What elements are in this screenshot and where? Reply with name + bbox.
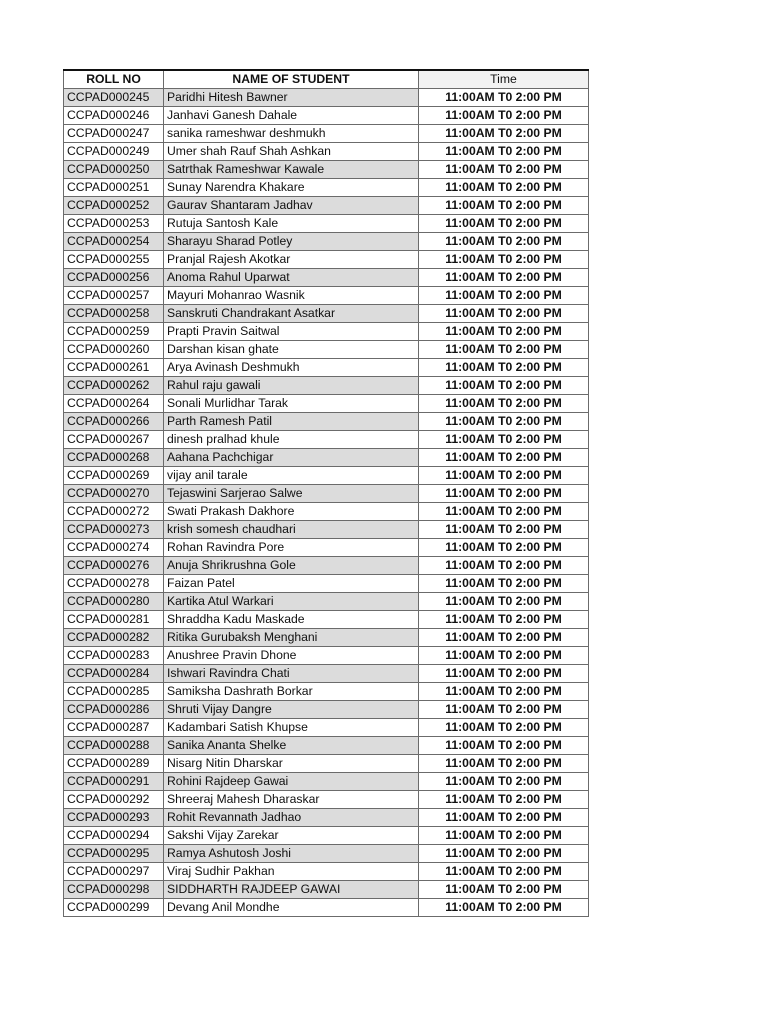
student-name-cell: Pranjal Rajesh Akotkar xyxy=(164,251,419,269)
time-cell: 11:00AM T0 2:00 PM xyxy=(419,593,589,611)
time-cell: 11:00AM T0 2:00 PM xyxy=(419,341,589,359)
student-name-cell: Kadambari Satish Khupse xyxy=(164,719,419,737)
time-cell: 11:00AM T0 2:00 PM xyxy=(419,665,589,683)
roll-no-cell: CCPAD000247 xyxy=(64,125,164,143)
roll-no-cell: CCPAD000252 xyxy=(64,197,164,215)
roll-no-cell: CCPAD000276 xyxy=(64,557,164,575)
roll-no-cell: CCPAD000288 xyxy=(64,737,164,755)
table-row xyxy=(64,593,589,611)
table-row xyxy=(64,629,589,647)
table-row xyxy=(64,521,589,539)
time-cell: 11:00AM T0 2:00 PM xyxy=(419,251,589,269)
table-row xyxy=(64,233,589,251)
table-body xyxy=(64,89,589,917)
roll-no-cell: CCPAD000283 xyxy=(64,647,164,665)
student-name-cell: Sharayu Sharad Potley xyxy=(164,233,419,251)
roll-no-cell: CCPAD000245 xyxy=(64,89,164,107)
student-name-cell: Shreeraj Mahesh Dharaskar xyxy=(164,791,419,809)
roll-no-cell: CCPAD000253 xyxy=(64,215,164,233)
roll-no-cell: CCPAD000287 xyxy=(64,719,164,737)
student-name-cell: Gaurav Shantaram Jadhav xyxy=(164,197,419,215)
table-row xyxy=(64,791,589,809)
header-student-name: NAME OF STUDENT xyxy=(164,70,419,89)
student-name-cell: Parth Ramesh Patil xyxy=(164,413,419,431)
student-name-cell: Tejaswini Sarjerao Salwe xyxy=(164,485,419,503)
student-name-cell: Rahul raju gawali xyxy=(164,377,419,395)
student-name-cell: Faizan Patel xyxy=(164,575,419,593)
time-cell: 11:00AM T0 2:00 PM xyxy=(419,143,589,161)
roll-no-cell: CCPAD000278 xyxy=(64,575,164,593)
time-cell: 11:00AM T0 2:00 PM xyxy=(419,899,589,917)
time-cell: 11:00AM T0 2:00 PM xyxy=(419,845,589,863)
table-row xyxy=(64,647,589,665)
roll-no-cell: CCPAD000282 xyxy=(64,629,164,647)
time-cell: 11:00AM T0 2:00 PM xyxy=(419,539,589,557)
student-name-cell: Darshan kisan ghate xyxy=(164,341,419,359)
student-name-cell: Swati Prakash Dakhore xyxy=(164,503,419,521)
roll-no-cell: CCPAD000273 xyxy=(64,521,164,539)
time-cell: 11:00AM T0 2:00 PM xyxy=(419,683,589,701)
roll-no-cell: CCPAD000262 xyxy=(64,377,164,395)
roll-no-cell: CCPAD000297 xyxy=(64,863,164,881)
student-name-cell: Arya Avinash Deshmukh xyxy=(164,359,419,377)
time-cell: 11:00AM T0 2:00 PM xyxy=(419,215,589,233)
table-row xyxy=(64,575,589,593)
roll-no-cell: CCPAD000289 xyxy=(64,755,164,773)
table-row xyxy=(64,881,589,899)
table-row xyxy=(64,611,589,629)
table-row xyxy=(64,845,589,863)
roll-no-cell: CCPAD000294 xyxy=(64,827,164,845)
time-cell: 11:00AM T0 2:00 PM xyxy=(419,629,589,647)
student-name-cell: Umer shah Rauf Shah Ashkan xyxy=(164,143,419,161)
time-cell: 11:00AM T0 2:00 PM xyxy=(419,323,589,341)
roll-no-cell: CCPAD000264 xyxy=(64,395,164,413)
time-cell: 11:00AM T0 2:00 PM xyxy=(419,395,589,413)
table-row xyxy=(64,107,589,125)
roll-no-cell: CCPAD000299 xyxy=(64,899,164,917)
time-cell: 11:00AM T0 2:00 PM xyxy=(419,467,589,485)
table-row xyxy=(64,341,589,359)
student-name-cell: Devang Anil Mondhe xyxy=(164,899,419,917)
time-cell: 11:00AM T0 2:00 PM xyxy=(419,575,589,593)
roll-no-cell: CCPAD000259 xyxy=(64,323,164,341)
roll-no-cell: CCPAD000281 xyxy=(64,611,164,629)
student-name-cell: Sanika Ananta Shelke xyxy=(164,737,419,755)
time-cell: 11:00AM T0 2:00 PM xyxy=(419,431,589,449)
roll-no-cell: CCPAD000254 xyxy=(64,233,164,251)
time-cell: 11:00AM T0 2:00 PM xyxy=(419,233,589,251)
table-row xyxy=(64,215,589,233)
roll-no-cell: CCPAD000284 xyxy=(64,665,164,683)
table-row xyxy=(64,449,589,467)
student-name-cell: Rohit Revannath Jadhao xyxy=(164,809,419,827)
roll-no-cell: CCPAD000295 xyxy=(64,845,164,863)
header-time: Time xyxy=(419,70,589,89)
student-name-cell: Anuja Shrikrushna Gole xyxy=(164,557,419,575)
time-cell: 11:00AM T0 2:00 PM xyxy=(419,881,589,899)
student-name-cell: Shraddha Kadu Maskade xyxy=(164,611,419,629)
time-cell: 11:00AM T0 2:00 PM xyxy=(419,161,589,179)
table-row xyxy=(64,809,589,827)
roll-no-cell: CCPAD000286 xyxy=(64,701,164,719)
table-row xyxy=(64,557,589,575)
table-row xyxy=(64,755,589,773)
student-name-cell: krish somesh chaudhari xyxy=(164,521,419,539)
student-name-cell: Anushree Pravin Dhone xyxy=(164,647,419,665)
table-row xyxy=(64,359,589,377)
time-cell: 11:00AM T0 2:00 PM xyxy=(419,449,589,467)
student-name-cell: dinesh pralhad khule xyxy=(164,431,419,449)
student-name-cell: Shruti Vijay Dangre xyxy=(164,701,419,719)
roll-no-cell: CCPAD000258 xyxy=(64,305,164,323)
student-name-cell: Rutuja Santosh Kale xyxy=(164,215,419,233)
roll-no-cell: CCPAD000270 xyxy=(64,485,164,503)
roll-no-cell: CCPAD000250 xyxy=(64,161,164,179)
time-cell: 11:00AM T0 2:00 PM xyxy=(419,809,589,827)
student-name-cell: Satrthak Rameshwar Kawale xyxy=(164,161,419,179)
table-row xyxy=(64,377,589,395)
time-cell: 11:00AM T0 2:00 PM xyxy=(419,485,589,503)
time-cell: 11:00AM T0 2:00 PM xyxy=(419,179,589,197)
table-row xyxy=(64,125,589,143)
table-row xyxy=(64,413,589,431)
table-row xyxy=(64,323,589,341)
time-cell: 11:00AM T0 2:00 PM xyxy=(419,413,589,431)
table-row xyxy=(64,701,589,719)
roll-no-cell: CCPAD000298 xyxy=(64,881,164,899)
roll-no-cell: CCPAD000269 xyxy=(64,467,164,485)
table-row xyxy=(64,197,589,215)
roll-no-cell: CCPAD000256 xyxy=(64,269,164,287)
time-cell: 11:00AM T0 2:00 PM xyxy=(419,377,589,395)
student-name-cell: Ritika Gurubaksh Menghani xyxy=(164,629,419,647)
student-name-cell: Kartika Atul Warkari xyxy=(164,593,419,611)
time-cell: 11:00AM T0 2:00 PM xyxy=(419,521,589,539)
table-row xyxy=(64,683,589,701)
table-row xyxy=(64,161,589,179)
roll-no-cell: CCPAD000261 xyxy=(64,359,164,377)
roll-no-cell: CCPAD000249 xyxy=(64,143,164,161)
time-cell: 11:00AM T0 2:00 PM xyxy=(419,791,589,809)
table-row xyxy=(64,773,589,791)
table-row xyxy=(64,485,589,503)
time-cell: 11:00AM T0 2:00 PM xyxy=(419,359,589,377)
student-name-cell: SIDDHARTH RAJDEEP GAWAI xyxy=(164,881,419,899)
student-name-cell: Rohan Ravindra Pore xyxy=(164,539,419,557)
time-cell: 11:00AM T0 2:00 PM xyxy=(419,107,589,125)
header-row xyxy=(64,70,589,89)
student-name-cell: Prapti Pravin Saitwal xyxy=(164,323,419,341)
student-name-cell: Rohini Rajdeep Gawai xyxy=(164,773,419,791)
roll-no-cell: CCPAD000257 xyxy=(64,287,164,305)
roll-no-cell: CCPAD000246 xyxy=(64,107,164,125)
table-row xyxy=(64,503,589,521)
roll-no-cell: CCPAD000280 xyxy=(64,593,164,611)
table-row xyxy=(64,143,589,161)
roll-no-cell: CCPAD000274 xyxy=(64,539,164,557)
student-name-cell: Nisarg Nitin Dharskar xyxy=(164,755,419,773)
student-name-cell: Ramya Ashutosh Joshi xyxy=(164,845,419,863)
time-cell: 11:00AM T0 2:00 PM xyxy=(419,269,589,287)
table-row xyxy=(64,467,589,485)
table-row xyxy=(64,665,589,683)
student-name-cell: Mayuri Mohanrao Wasnik xyxy=(164,287,419,305)
student-name-cell: sanika rameshwar deshmukh xyxy=(164,125,419,143)
time-cell: 11:00AM T0 2:00 PM xyxy=(419,125,589,143)
table-row xyxy=(64,719,589,737)
student-schedule-table xyxy=(63,69,589,917)
student-name-cell: Samiksha Dashrath Borkar xyxy=(164,683,419,701)
table-row xyxy=(64,251,589,269)
table-row xyxy=(64,899,589,917)
roll-no-cell: CCPAD000293 xyxy=(64,809,164,827)
header-roll-no: ROLL NO xyxy=(64,70,164,89)
time-cell: 11:00AM T0 2:00 PM xyxy=(419,647,589,665)
roll-no-cell: CCPAD000255 xyxy=(64,251,164,269)
table-row xyxy=(64,179,589,197)
time-cell: 11:00AM T0 2:00 PM xyxy=(419,611,589,629)
roll-no-cell: CCPAD000251 xyxy=(64,179,164,197)
student-name-cell: Sakshi Vijay Zarekar xyxy=(164,827,419,845)
table-row xyxy=(64,305,589,323)
time-cell: 11:00AM T0 2:00 PM xyxy=(419,197,589,215)
roll-no-cell: CCPAD000260 xyxy=(64,341,164,359)
time-cell: 11:00AM T0 2:00 PM xyxy=(419,287,589,305)
roll-no-cell: CCPAD000292 xyxy=(64,791,164,809)
student-name-cell: Anoma Rahul Uparwat xyxy=(164,269,419,287)
time-cell: 11:00AM T0 2:00 PM xyxy=(419,827,589,845)
time-cell: 11:00AM T0 2:00 PM xyxy=(419,503,589,521)
time-cell: 11:00AM T0 2:00 PM xyxy=(419,773,589,791)
time-cell: 11:00AM T0 2:00 PM xyxy=(419,863,589,881)
time-cell: 11:00AM T0 2:00 PM xyxy=(419,719,589,737)
table-row xyxy=(64,269,589,287)
roll-no-cell: CCPAD000291 xyxy=(64,773,164,791)
student-name-cell: Aahana Pachchigar xyxy=(164,449,419,467)
table-row xyxy=(64,827,589,845)
table-row xyxy=(64,89,589,107)
roll-no-cell: CCPAD000285 xyxy=(64,683,164,701)
time-cell: 11:00AM T0 2:00 PM xyxy=(419,305,589,323)
roll-no-cell: CCPAD000267 xyxy=(64,431,164,449)
student-name-cell: vijay anil tarale xyxy=(164,467,419,485)
time-cell: 11:00AM T0 2:00 PM xyxy=(419,89,589,107)
student-name-cell: Sanskruti Chandrakant Asatkar xyxy=(164,305,419,323)
time-cell: 11:00AM T0 2:00 PM xyxy=(419,755,589,773)
table-row xyxy=(64,395,589,413)
roll-no-cell: CCPAD000272 xyxy=(64,503,164,521)
table-row xyxy=(64,431,589,449)
table-row xyxy=(64,287,589,305)
time-cell: 11:00AM T0 2:00 PM xyxy=(419,737,589,755)
table-row xyxy=(64,737,589,755)
roll-no-cell: CCPAD000268 xyxy=(64,449,164,467)
student-name-cell: Ishwari Ravindra Chati xyxy=(164,665,419,683)
time-cell: 11:00AM T0 2:00 PM xyxy=(419,557,589,575)
student-name-cell: Paridhi Hitesh Bawner xyxy=(164,89,419,107)
student-name-cell: Sonali Murlidhar Tarak xyxy=(164,395,419,413)
table-row xyxy=(64,863,589,881)
table-row xyxy=(64,539,589,557)
time-cell: 11:00AM T0 2:00 PM xyxy=(419,701,589,719)
student-name-cell: Viraj Sudhir Pakhan xyxy=(164,863,419,881)
student-name-cell: Janhavi Ganesh Dahale xyxy=(164,107,419,125)
roll-no-cell: CCPAD000266 xyxy=(64,413,164,431)
student-name-cell: Sunay Narendra Khakare xyxy=(164,179,419,197)
